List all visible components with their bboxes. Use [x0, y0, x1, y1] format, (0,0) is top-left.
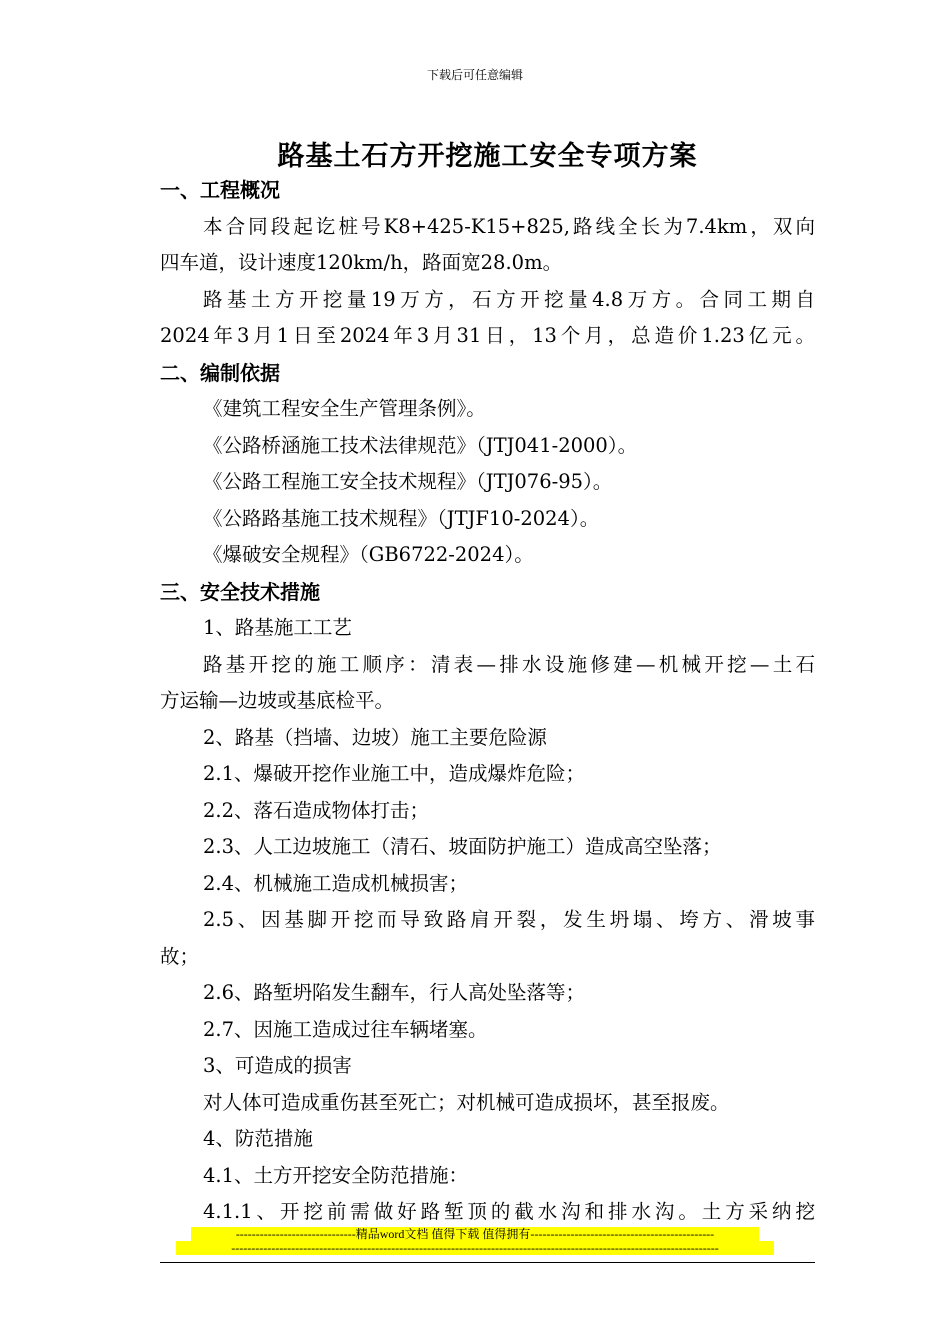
text-line: 2024年3月1日至2024年3月31日，13个月，总造价1.23亿元。: [160, 324, 815, 347]
text-line: 2.7、因施工造成过往车辆堵塞。: [203, 1017, 488, 1041]
text-line: 四车道，设计速度120km/h，路面宽28.0m。: [160, 251, 563, 274]
text-line: 路基土方开挖量19万方，石方开挖量4.8万方。合同工期自: [203, 287, 815, 311]
section-heading: 一、工程概况: [160, 178, 280, 202]
text-line: 《公路工程施工安全技术规程》（JTJ076-95）。: [203, 470, 613, 493]
text-line: 对人体可造成重伤甚至死亡；对机械可造成损坏，甚至报废。: [203, 1090, 730, 1114]
text-line: 2.4、机械施工造成机械损害；: [203, 871, 469, 895]
text-line: 2.1、爆破开挖作业施工中，造成爆炸危险；: [203, 762, 586, 785]
footer-divider: [160, 1262, 815, 1263]
text-line: 方运输—边坡或基底检平。: [160, 689, 395, 712]
text-line: 《建筑工程安全生产管理条例》。: [203, 397, 486, 420]
section-heading: 二、编制依据: [160, 360, 280, 385]
document-body: [160, 172, 815, 1231]
text-line: 2.6、路堑坍陷发生翻车，行人高处坠落等；: [203, 981, 586, 1004]
text-line: 1、路基施工工艺: [203, 616, 352, 639]
text-line: 4.1、土方开挖安全防范措施：: [203, 1163, 469, 1187]
text-line: 4、防范措施: [203, 1127, 313, 1150]
text-line: 2.5、因基脚开挖而导致路肩开裂，发生坍塌、垮方、滑坡事: [203, 908, 815, 931]
text-line: 3、可造成的损害: [203, 1054, 352, 1077]
text-line: 《爆破安全规程》（GB6722-2024）。: [203, 543, 534, 566]
page-header: 下载后可任意编辑: [426, 68, 523, 82]
text-line: 路基开挖的施工顺序：清表—排水设施修建—机械开挖—土石: [203, 652, 815, 676]
text-line: 故；: [160, 944, 200, 968]
text-line: 2.3、人工边坡施工（清石、坡面防护施工）造成高空坠落；: [203, 835, 722, 858]
text-line: 《公路路基施工技术规程》（JTJF10-2024）。: [203, 506, 600, 530]
document-title: 路基土石方开挖施工安全专项方案: [277, 141, 698, 172]
text-line: 2、路基（挡墙、边坡）施工主要危险源: [203, 725, 547, 749]
text-line: 4.1.1、开挖前需做好路堑顶的截水沟和排水沟。土方采纳挖: [203, 1200, 815, 1223]
page-footer: [0, 1227, 950, 1255]
footer-watermark-line: ------------------------------精品word文档 值得下载 值得拥有----------------------------------------------: [191, 1227, 759, 1241]
footer-dashes-line: --------------------------------------------------------------------------------------------------------------------------: [176, 1241, 774, 1255]
text-line: 2.2、落石造成物体打击；: [203, 798, 430, 822]
text-line: 本合同段起讫桩号K8+425-K15+825,路线全长为7.4km，双向: [203, 214, 815, 238]
text-line: 《公路桥涵施工技术法律规范》（JTJ041-2000）。: [203, 433, 638, 457]
section-heading: 三、安全技术措施: [160, 579, 320, 604]
